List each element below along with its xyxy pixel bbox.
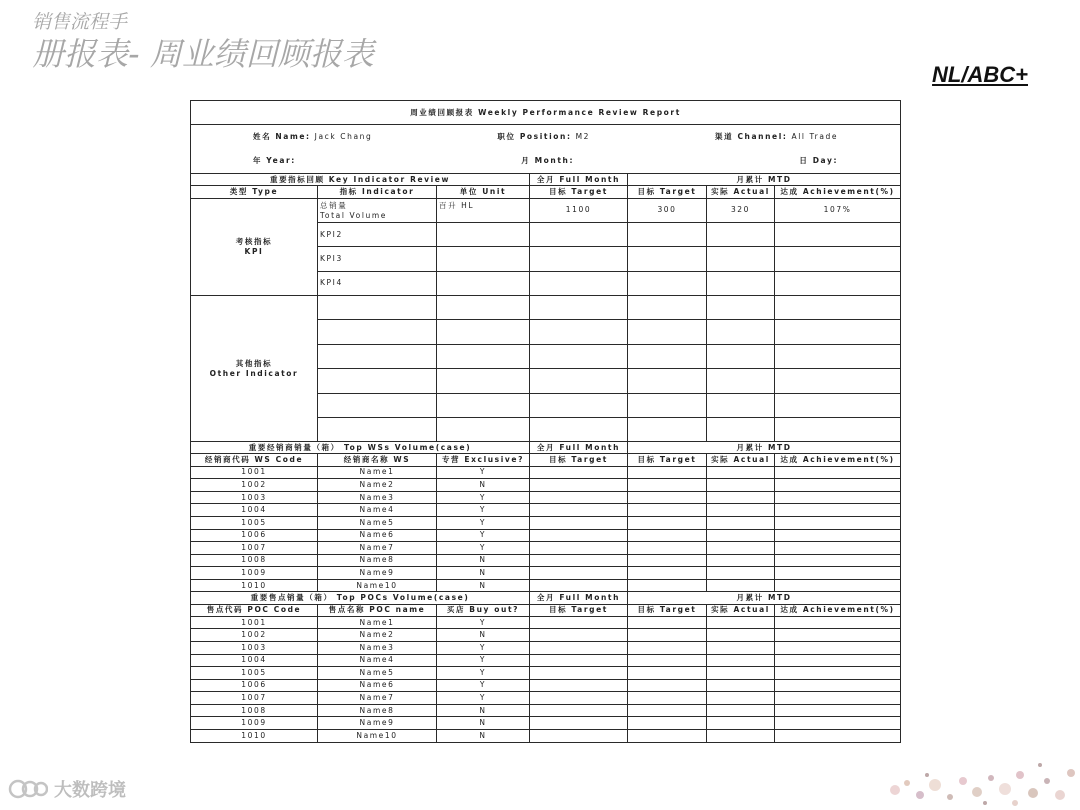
- actual-cell[interactable]: [707, 271, 775, 295]
- ws-section-title: 重要经销商销量（箱） Top WSs Volume(case): [191, 442, 530, 454]
- ws-mtd-target-cell[interactable]: [628, 491, 707, 504]
- poc-header: 买店 Buy out?: [437, 604, 530, 616]
- poc-full-target-cell[interactable]: [530, 629, 628, 642]
- blank-cell[interactable]: [318, 369, 437, 393]
- poc-table-row: [191, 629, 901, 642]
- name-label: 姓名 Name:: [253, 132, 311, 142]
- kpi-type-cell: [191, 198, 318, 296]
- ws-actual-cell[interactable]: [707, 491, 775, 504]
- ws-name-cell: Name8: [318, 554, 437, 567]
- ws-flag-cell[interactable]: Y: [437, 504, 530, 517]
- kpi-header: 类型 Type: [191, 186, 318, 198]
- poc-header: 售点名称 POC name: [318, 604, 437, 616]
- poc-flag-cell[interactable]: Y: [437, 616, 530, 629]
- indicator-cell: KPI2: [318, 222, 437, 246]
- indicator-cn: 总销量: [320, 200, 348, 210]
- blank-cell[interactable]: [318, 320, 437, 344]
- blank-cell[interactable]: [628, 393, 707, 417]
- ws-table-row: [191, 491, 901, 504]
- ws-mtd-target-cell[interactable]: [628, 542, 707, 555]
- poc-achievement-cell[interactable]: [775, 692, 901, 705]
- slide-title: [32, 10, 374, 74]
- poc-achievement-cell[interactable]: [775, 679, 901, 692]
- poc-name-cell: Name1: [318, 616, 437, 629]
- ws-achievement-cell[interactable]: [775, 542, 901, 555]
- blank-cell[interactable]: [775, 296, 901, 320]
- position-label: 职位 Position:: [497, 132, 572, 142]
- poc-achievement-cell[interactable]: [775, 704, 901, 717]
- poc-actual-cell[interactable]: [707, 654, 775, 667]
- poc-full-target-cell[interactable]: [530, 717, 628, 730]
- actual-cell[interactable]: 320: [707, 198, 775, 222]
- ws-table-row: [191, 554, 901, 567]
- mtd-target-cell[interactable]: 300: [628, 198, 707, 222]
- ws-table-row: [191, 466, 901, 479]
- poc-table-row: [191, 667, 901, 680]
- kpi-header: 实际 Actual: [707, 186, 775, 198]
- ws-code-cell: 1002: [191, 479, 318, 492]
- blank-cell[interactable]: [707, 417, 775, 441]
- poc-flag-cell[interactable]: Y: [437, 679, 530, 692]
- poc-name-cell: Name4: [318, 654, 437, 667]
- poc-mtd-target-cell[interactable]: [628, 641, 707, 654]
- blank-cell[interactable]: [530, 344, 628, 368]
- blank-cell[interactable]: [437, 296, 530, 320]
- poc-header: 目标 Target: [628, 604, 707, 616]
- ws-code-cell: 1004: [191, 504, 318, 517]
- indicator-cell: KPI4: [318, 271, 437, 295]
- weekly-report-form: [190, 100, 901, 743]
- poc-actual-cell[interactable]: [707, 641, 775, 654]
- ws-actual-cell[interactable]: [707, 542, 775, 555]
- blank-cell[interactable]: [707, 296, 775, 320]
- month-label: 月 Month:: [521, 156, 575, 166]
- watermark-logo-icon: [8, 776, 48, 802]
- blank-cell[interactable]: [530, 417, 628, 441]
- poc-table-row: [191, 704, 901, 717]
- ws-flag-cell[interactable]: N: [437, 479, 530, 492]
- poc-name-cell: Name2: [318, 629, 437, 642]
- poc-table-row: [191, 616, 901, 629]
- ws-mtd-target-cell[interactable]: [628, 554, 707, 567]
- ws-name-cell: Name1: [318, 466, 437, 479]
- poc-actual-cell[interactable]: [707, 692, 775, 705]
- poc-code-cell: 1004: [191, 654, 318, 667]
- poc-name-cell: Name3: [318, 641, 437, 654]
- ws-full-target-cell[interactable]: [530, 479, 628, 492]
- poc-flag-cell[interactable]: Y: [437, 654, 530, 667]
- ws-header: 专营 Exclusive?: [437, 454, 530, 466]
- poc-name-cell: Name8: [318, 704, 437, 717]
- poc-table-row: [191, 717, 901, 730]
- kpi-type-cn: 考核指标: [235, 236, 273, 246]
- poc-mtd-target-cell[interactable]: [628, 692, 707, 705]
- poc-actual-cell[interactable]: [707, 679, 775, 692]
- blank-cell[interactable]: [628, 417, 707, 441]
- poc-flag-cell[interactable]: Y: [437, 692, 530, 705]
- poc-code-cell: 1008: [191, 704, 318, 717]
- indicator-cell: KPI3: [318, 247, 437, 271]
- ws-flag-cell[interactable]: Y: [437, 516, 530, 529]
- poc-flag-cell[interactable]: Y: [437, 641, 530, 654]
- poc-flag-cell[interactable]: N: [437, 704, 530, 717]
- ws-actual-cell[interactable]: [707, 466, 775, 479]
- ws-full-month-label: 全月 Full Month: [530, 442, 628, 454]
- ws-code-cell: 1006: [191, 529, 318, 542]
- achievement-cell[interactable]: [775, 271, 901, 295]
- poc-mtd-label: 月累计 MTD: [628, 592, 901, 604]
- blank-cell[interactable]: [775, 393, 901, 417]
- report-info: [191, 125, 901, 174]
- blank-cell[interactable]: [775, 320, 901, 344]
- poc-name-cell: Name5: [318, 667, 437, 680]
- ws-flag-cell[interactable]: Y: [437, 542, 530, 555]
- poc-achievement-cell[interactable]: [775, 717, 901, 730]
- ws-mtd-target-cell[interactable]: [628, 579, 707, 592]
- poc-name-cell: Name7: [318, 692, 437, 705]
- poc-full-target-cell[interactable]: [530, 679, 628, 692]
- ws-header: 经销商名称 WS: [318, 454, 437, 466]
- blank-cell[interactable]: [628, 296, 707, 320]
- poc-flag-cell[interactable]: Y: [437, 667, 530, 680]
- mtd-target-cell[interactable]: [628, 222, 707, 246]
- actual-cell[interactable]: [707, 222, 775, 246]
- poc-mtd-target-cell[interactable]: [628, 679, 707, 692]
- ws-flag-cell[interactable]: N: [437, 567, 530, 580]
- poc-mtd-target-cell[interactable]: [628, 667, 707, 680]
- ws-code-cell: 1001: [191, 466, 318, 479]
- kpi-header: 指标 Indicator: [318, 186, 437, 198]
- poc-table-row: [191, 692, 901, 705]
- blank-cell[interactable]: [707, 320, 775, 344]
- blank-cell[interactable]: [437, 369, 530, 393]
- poc-actual-cell[interactable]: [707, 730, 775, 743]
- ws-mtd-target-cell[interactable]: [628, 529, 707, 542]
- ws-flag-cell[interactable]: Y: [437, 491, 530, 504]
- year-label: 年 Year:: [253, 156, 296, 166]
- ws-flag-cell[interactable]: N: [437, 579, 530, 592]
- ws-name-cell: Name7: [318, 542, 437, 555]
- other-type-cn: 其他指标: [235, 358, 273, 368]
- ws-name-cell: Name2: [318, 479, 437, 492]
- ws-full-target-cell[interactable]: [530, 554, 628, 567]
- ws-actual-cell[interactable]: [707, 504, 775, 517]
- form-body: [191, 101, 901, 743]
- unit-cell[interactable]: [437, 271, 530, 295]
- ws-achievement-cell[interactable]: [775, 491, 901, 504]
- poc-flag-cell[interactable]: N: [437, 717, 530, 730]
- poc-full-target-cell[interactable]: [530, 704, 628, 717]
- other-type-cell: [191, 296, 318, 442]
- poc-section-title: 重要售点销量（箱） Top POCs Volume(case): [191, 592, 530, 604]
- poc-code-cell: 1006: [191, 679, 318, 692]
- floral-decoration-icon: [865, 745, 1080, 810]
- poc-code-cell: 1010: [191, 730, 318, 743]
- report-title: 周业绩回顾报表 Weekly Performance Review Report: [191, 101, 901, 125]
- achievement-cell[interactable]: 107%: [775, 198, 901, 222]
- kpi-header: 单位 Unit: [437, 186, 530, 198]
- ws-table-row: [191, 529, 901, 542]
- ws-header: 经销商代码 WS Code: [191, 454, 318, 466]
- ws-flag-cell[interactable]: N: [437, 554, 530, 567]
- poc-code-cell: 1005: [191, 667, 318, 680]
- poc-achievement-cell[interactable]: [775, 654, 901, 667]
- blank-cell[interactable]: [318, 393, 437, 417]
- ws-actual-cell[interactable]: [707, 567, 775, 580]
- achievement-cell[interactable]: [775, 247, 901, 271]
- blank-cell[interactable]: [318, 417, 437, 441]
- poc-mtd-target-cell[interactable]: [628, 704, 707, 717]
- blank-cell[interactable]: [707, 344, 775, 368]
- ws-table-row: [191, 542, 901, 555]
- blank-cell[interactable]: [775, 369, 901, 393]
- ws-mtd-target-cell[interactable]: [628, 479, 707, 492]
- ws-actual-cell[interactable]: [707, 554, 775, 567]
- poc-achievement-cell[interactable]: [775, 629, 901, 642]
- ws-achievement-cell[interactable]: [775, 516, 901, 529]
- poc-achievement-cell[interactable]: [775, 730, 901, 743]
- full-target-cell[interactable]: [530, 222, 628, 246]
- ws-table-row: [191, 567, 901, 580]
- full-target-cell[interactable]: 1100: [530, 198, 628, 222]
- unit-cell[interactable]: [437, 222, 530, 246]
- kpi-full-month-label: 全月 Full Month: [530, 174, 628, 186]
- blank-cell[interactable]: [628, 320, 707, 344]
- poc-code-cell: 1002: [191, 629, 318, 642]
- blank-cell[interactable]: [707, 393, 775, 417]
- poc-table-row: [191, 641, 901, 654]
- poc-flag-cell[interactable]: N: [437, 730, 530, 743]
- kpi-header: 目标 Target: [628, 186, 707, 198]
- ws-header: 实际 Actual: [707, 454, 775, 466]
- poc-full-target-cell[interactable]: [530, 654, 628, 667]
- poc-table-row: [191, 679, 901, 692]
- poc-table-row: [191, 730, 901, 743]
- watermark: [8, 776, 126, 802]
- achievement-cell[interactable]: [775, 222, 901, 246]
- ws-actual-cell[interactable]: [707, 479, 775, 492]
- ws-mtd-target-cell[interactable]: [628, 466, 707, 479]
- poc-full-target-cell[interactable]: [530, 692, 628, 705]
- ws-name-cell: Name3: [318, 491, 437, 504]
- poc-full-target-cell[interactable]: [530, 616, 628, 629]
- brand-label: NL/ABC+: [932, 62, 1028, 87]
- ws-name-cell: Name9: [318, 567, 437, 580]
- ws-name-cell: Name6: [318, 529, 437, 542]
- ws-achievement-cell[interactable]: [775, 579, 901, 592]
- blank-cell[interactable]: [530, 296, 628, 320]
- ws-flag-cell[interactable]: Y: [437, 466, 530, 479]
- blank-cell[interactable]: [530, 320, 628, 344]
- ws-actual-cell[interactable]: [707, 529, 775, 542]
- poc-code-cell: 1001: [191, 616, 318, 629]
- poc-code-cell: 1003: [191, 641, 318, 654]
- actual-cell[interactable]: [707, 247, 775, 271]
- ws-flag-cell[interactable]: Y: [437, 529, 530, 542]
- indicator-cell: [318, 198, 437, 222]
- blank-cell[interactable]: [530, 369, 628, 393]
- ws-full-target-cell[interactable]: [530, 579, 628, 592]
- ws-name-cell: Name4: [318, 504, 437, 517]
- blank-cell[interactable]: [707, 369, 775, 393]
- kpi-header: 达成 Achievement(%): [775, 186, 901, 198]
- unit-cell[interactable]: [437, 247, 530, 271]
- blank-cell[interactable]: [530, 393, 628, 417]
- poc-code-cell: 1009: [191, 717, 318, 730]
- blank-cell[interactable]: [775, 344, 901, 368]
- mtd-target-cell[interactable]: [628, 247, 707, 271]
- poc-header: 达成 Achievement(%): [775, 604, 901, 616]
- ws-name-cell: Name10: [318, 579, 437, 592]
- ws-achievement-cell[interactable]: [775, 554, 901, 567]
- ws-full-target-cell[interactable]: [530, 529, 628, 542]
- poc-header: 实际 Actual: [707, 604, 775, 616]
- ws-mtd-label: 月累计 MTD: [628, 442, 901, 454]
- ws-achievement-cell[interactable]: [775, 567, 901, 580]
- blank-cell[interactable]: [318, 344, 437, 368]
- ws-full-target-cell[interactable]: [530, 567, 628, 580]
- kpi-header: 目标 Target: [530, 186, 628, 198]
- ws-code-cell: 1008: [191, 554, 318, 567]
- ws-achievement-cell[interactable]: [775, 466, 901, 479]
- other-type-en: Other Indicator: [209, 368, 299, 378]
- ws-code-cell: 1010: [191, 579, 318, 592]
- ws-table-row: [191, 479, 901, 492]
- poc-flag-cell[interactable]: N: [437, 629, 530, 642]
- poc-header: 售点代码 POC Code: [191, 604, 318, 616]
- channel-value[interactable]: All Trade: [791, 132, 839, 142]
- blank-cell[interactable]: [437, 344, 530, 368]
- ws-table-row: [191, 579, 901, 592]
- ws-name-cell: Name5: [318, 516, 437, 529]
- blank-cell[interactable]: [628, 344, 707, 368]
- poc-mtd-target-cell[interactable]: [628, 654, 707, 667]
- poc-mtd-target-cell[interactable]: [628, 730, 707, 743]
- day-label: 日 Day:: [799, 156, 839, 166]
- name-value[interactable]: Jack Chang: [314, 132, 373, 142]
- ws-full-target-cell[interactable]: [530, 491, 628, 504]
- poc-name-cell: Name6: [318, 679, 437, 692]
- kpi-section-title: 重要指标回顾 Key Indicator Review: [191, 174, 530, 186]
- blank-cell[interactable]: [318, 296, 437, 320]
- poc-mtd-target-cell[interactable]: [628, 616, 707, 629]
- position-value[interactable]: M2: [575, 132, 591, 142]
- poc-mtd-target-cell[interactable]: [628, 717, 707, 730]
- ws-code-cell: 1005: [191, 516, 318, 529]
- ws-full-target-cell[interactable]: [530, 504, 628, 517]
- poc-name-cell: Name9: [318, 717, 437, 730]
- blank-cell[interactable]: [437, 320, 530, 344]
- kpi-mtd-label: 月累计 MTD: [628, 174, 901, 186]
- ws-achievement-cell[interactable]: [775, 529, 901, 542]
- full-target-cell[interactable]: [530, 271, 628, 295]
- ws-full-target-cell[interactable]: [530, 542, 628, 555]
- indicator-en: Total Volume: [320, 210, 387, 220]
- ws-header: 达成 Achievement(%): [775, 454, 901, 466]
- unit-cell[interactable]: 百升 HL: [437, 198, 530, 222]
- blank-cell[interactable]: [437, 393, 530, 417]
- ws-mtd-target-cell[interactable]: [628, 516, 707, 529]
- poc-header: 目标 Target: [530, 604, 628, 616]
- ws-full-target-cell[interactable]: [530, 516, 628, 529]
- full-target-cell[interactable]: [530, 247, 628, 271]
- slide-title-line2: 册报表- 周业绩回顾报表: [32, 35, 374, 73]
- blank-cell[interactable]: [437, 417, 530, 441]
- blank-cell[interactable]: [775, 417, 901, 441]
- kpi-type-en: KPI: [244, 246, 264, 256]
- poc-achievement-cell[interactable]: [775, 616, 901, 629]
- poc-actual-cell[interactable]: [707, 629, 775, 642]
- poc-achievement-cell[interactable]: [775, 641, 901, 654]
- ws-achievement-cell[interactable]: [775, 479, 901, 492]
- ws-mtd-target-cell[interactable]: [628, 567, 707, 580]
- poc-mtd-target-cell[interactable]: [628, 629, 707, 642]
- ws-header: 目标 Target: [628, 454, 707, 466]
- slide-title-line1: 销售流程手: [32, 11, 128, 33]
- poc-full-target-cell[interactable]: [530, 667, 628, 680]
- blank-cell[interactable]: [628, 369, 707, 393]
- ws-actual-cell[interactable]: [707, 516, 775, 529]
- poc-code-cell: 1007: [191, 692, 318, 705]
- ws-code-cell: 1003: [191, 491, 318, 504]
- ws-actual-cell[interactable]: [707, 579, 775, 592]
- poc-name-cell: Name10: [318, 730, 437, 743]
- ws-table-row: [191, 504, 901, 517]
- poc-actual-cell[interactable]: [707, 717, 775, 730]
- ws-full-target-cell[interactable]: [530, 466, 628, 479]
- poc-table-row: [191, 654, 901, 667]
- poc-actual-cell[interactable]: [707, 704, 775, 717]
- ws-table-row: [191, 516, 901, 529]
- ws-mtd-target-cell[interactable]: [628, 504, 707, 517]
- poc-full-target-cell[interactable]: [530, 730, 628, 743]
- channel-label: 渠道 Channel:: [715, 132, 788, 142]
- poc-full-target-cell[interactable]: [530, 641, 628, 654]
- poc-actual-cell[interactable]: [707, 667, 775, 680]
- ws-code-cell: 1009: [191, 567, 318, 580]
- poc-actual-cell[interactable]: [707, 616, 775, 629]
- mtd-target-cell[interactable]: [628, 271, 707, 295]
- poc-achievement-cell[interactable]: [775, 667, 901, 680]
- poc-full-month-label: 全月 Full Month: [530, 592, 628, 604]
- ws-achievement-cell[interactable]: [775, 504, 901, 517]
- watermark-text: 大数跨境: [54, 780, 126, 801]
- ws-code-cell: 1007: [191, 542, 318, 555]
- ws-header: 目标 Target: [530, 454, 628, 466]
